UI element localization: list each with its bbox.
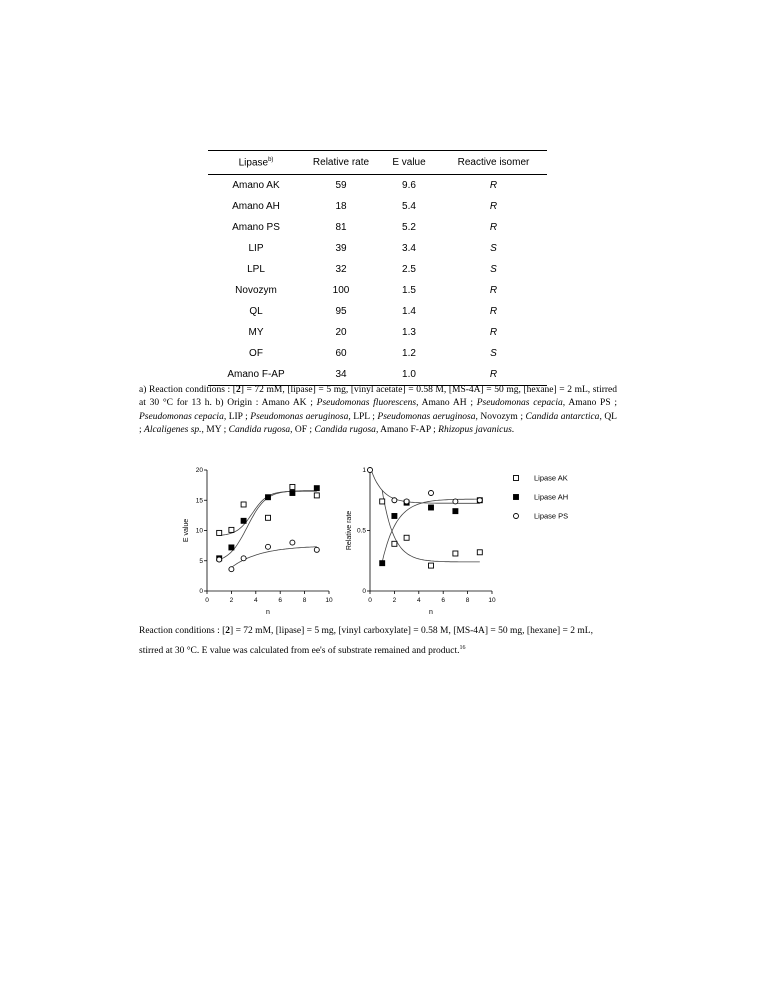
cell-reactive-isomer: S bbox=[490, 243, 497, 254]
data-point bbox=[477, 498, 482, 503]
cell-e-value: 1.2 bbox=[402, 348, 416, 359]
data-point bbox=[392, 541, 397, 546]
x-tick-label: 2 bbox=[229, 597, 234, 604]
footnote-organism: Alcaligenes sp. bbox=[144, 425, 202, 436]
table-row bbox=[208, 238, 547, 259]
footnote-organism: Pseudomonas aeruginosa bbox=[250, 411, 349, 422]
data-point bbox=[266, 495, 271, 500]
footnote-organism: Candida rugosa bbox=[228, 425, 291, 436]
data-point bbox=[429, 563, 434, 568]
data-point bbox=[229, 567, 234, 572]
data-point bbox=[453, 499, 458, 504]
data-point bbox=[241, 502, 246, 507]
legend-marker bbox=[514, 514, 519, 519]
footnote-text: , QL ; bbox=[139, 411, 617, 436]
footnote-organism: Pseudomonas cepacia bbox=[139, 411, 224, 422]
y-axis-title: Relative rate bbox=[346, 510, 353, 551]
x-tick-label: 10 bbox=[325, 597, 333, 604]
x-axis-title: n bbox=[429, 609, 433, 616]
footnote-text: , Amano AH ; bbox=[416, 398, 477, 409]
data-point bbox=[453, 509, 458, 514]
data-point bbox=[392, 513, 397, 518]
data-point bbox=[290, 490, 295, 495]
cell-lipase: Amano AK bbox=[232, 180, 280, 191]
y-tick-label: 15 bbox=[195, 497, 203, 505]
x-axis-title: n bbox=[266, 609, 270, 616]
cell-relative-rate: 59 bbox=[335, 180, 347, 191]
y-tick-label: 20 bbox=[195, 467, 203, 475]
cell-relative-rate: 60 bbox=[335, 348, 347, 359]
header-e-value: E value bbox=[378, 151, 440, 175]
cell-reactive-isomer: R bbox=[489, 285, 498, 296]
cell-lipase: Amano AH bbox=[232, 201, 280, 212]
cell-e-value: 1.0 bbox=[378, 364, 440, 386]
header-relative-rate: Relative rate bbox=[304, 151, 378, 175]
y-tick-label: 10 bbox=[195, 527, 203, 535]
cell-e-value: 5.4 bbox=[402, 201, 416, 212]
cell-relative-rate: 81 bbox=[335, 222, 347, 233]
cell-e-value: 1.3 bbox=[402, 327, 416, 338]
legend-marker bbox=[514, 476, 519, 481]
data-point bbox=[290, 540, 295, 545]
footnote-text: ] = 72 mM, [lipase] = 5 mg, [vinyl acetate] = 0.58 M, [MS-4A] = 50 mg, [hexane] = 2 mL, stirred at 30 °C for 13 h. b) Origin : Amano AK ; bbox=[139, 385, 617, 409]
table-row bbox=[208, 301, 547, 322]
table-row bbox=[208, 343, 547, 364]
x-tick-label: 2 bbox=[392, 597, 397, 604]
cell-lipase: MY bbox=[248, 327, 264, 338]
data-point bbox=[314, 486, 319, 491]
header-reactive-isomer: Reactive isomer bbox=[440, 151, 547, 175]
caption-text: Reaction conditions : [ bbox=[139, 626, 226, 636]
header-lipase bbox=[208, 151, 304, 175]
header-lipase-label: Lipase bbox=[238, 157, 269, 169]
x-tick-label: 0 bbox=[205, 597, 209, 604]
cell-relative-rate: 39 bbox=[335, 243, 347, 254]
footnote-organism: Candida rugosa bbox=[314, 425, 376, 436]
figure-charts bbox=[170, 464, 610, 624]
legend-label: Lipase AH bbox=[534, 492, 569, 502]
y-tick-label: 0 bbox=[362, 588, 366, 596]
footnote-text: , OF ; bbox=[290, 425, 315, 436]
x-tick-label: 4 bbox=[416, 597, 421, 604]
cell-reactive-isomer: R bbox=[489, 306, 498, 317]
cell-e-value: 1.4 bbox=[402, 306, 416, 317]
footnote-text: . bbox=[511, 425, 515, 436]
footnote-text: , LPL ; bbox=[348, 411, 378, 422]
table-row bbox=[208, 259, 547, 280]
footnote-text: , Amano F-AP ; bbox=[375, 425, 439, 436]
data-point bbox=[477, 550, 482, 555]
charts-svg bbox=[170, 464, 610, 624]
fit-curve bbox=[371, 470, 480, 503]
data-point bbox=[404, 535, 409, 540]
table-header-row bbox=[208, 151, 547, 175]
data-point bbox=[266, 544, 271, 549]
cell-reactive-isomer: R bbox=[489, 327, 498, 338]
data-point bbox=[380, 561, 385, 566]
y-tick-label: 5 bbox=[199, 557, 203, 565]
data-point bbox=[241, 556, 246, 561]
x-tick-label: 6 bbox=[278, 597, 283, 604]
caption-reference: 16 bbox=[459, 645, 466, 651]
footnote-text: a) Reaction conditions : [ bbox=[139, 385, 236, 395]
data-point bbox=[217, 557, 222, 562]
y-tick-label: 1 bbox=[362, 467, 366, 475]
cell-relative-rate: 95 bbox=[335, 306, 347, 317]
cell-lipase: OF bbox=[249, 348, 263, 359]
data-point bbox=[429, 490, 434, 495]
y-tick-label: 0 bbox=[199, 588, 203, 596]
legend-marker bbox=[514, 495, 519, 500]
table-row bbox=[208, 175, 547, 197]
cell-e-value: 5.2 bbox=[402, 222, 416, 233]
cell-reactive-isomer: R bbox=[489, 180, 498, 191]
data-point bbox=[429, 505, 434, 510]
cell-lipase: QL bbox=[249, 306, 263, 317]
table-row bbox=[208, 217, 547, 238]
data-point bbox=[314, 547, 319, 552]
table-row bbox=[208, 280, 547, 301]
cell-lipase: LPL bbox=[247, 264, 265, 275]
cell-e-value: 3.4 bbox=[402, 243, 416, 254]
cell-reactive-isomer: S bbox=[490, 264, 497, 275]
cell-lipase: Amano PS bbox=[232, 222, 280, 233]
cell-lipase: Novozym bbox=[235, 285, 277, 296]
footnote-text: , Amano PS ; bbox=[562, 398, 617, 409]
legend-label: Lipase PS bbox=[534, 511, 569, 521]
x-tick-label: 4 bbox=[253, 597, 258, 604]
table-footnote bbox=[139, 384, 617, 438]
data-point bbox=[453, 551, 458, 556]
x-tick-label: 8 bbox=[465, 597, 470, 604]
data-point bbox=[229, 545, 234, 550]
cell-relative-rate: 100 bbox=[332, 285, 350, 296]
cell-reactive-isomer: R bbox=[489, 201, 498, 212]
data-point bbox=[229, 527, 234, 532]
x-tick-label: 10 bbox=[488, 597, 496, 604]
footnote-organism: Rhizopus javanicus bbox=[438, 425, 512, 436]
cell-reactive-isomer: S bbox=[490, 348, 497, 359]
x-tick-label: 8 bbox=[302, 597, 307, 604]
footnote-text: , Novozym ; bbox=[475, 411, 526, 422]
legend-label: Lipase AK bbox=[534, 473, 568, 483]
cell-e-value: 2.5 bbox=[402, 264, 416, 275]
cell-reactive-isomer: R bbox=[440, 364, 547, 386]
cell-lipase: Amano F-AP bbox=[208, 364, 304, 386]
y-tick-label: 0.5 bbox=[356, 527, 366, 535]
data-point bbox=[392, 498, 397, 503]
cell-relative-rate: 32 bbox=[335, 264, 347, 275]
footnote-text: , MY ; bbox=[201, 425, 229, 436]
cell-e-value: 9.6 bbox=[402, 180, 416, 191]
figure-caption bbox=[139, 623, 617, 660]
cell-relative-rate: 20 bbox=[335, 327, 347, 338]
header-lipase-note: b) bbox=[268, 156, 274, 163]
cell-reactive-isomer: R bbox=[489, 222, 498, 233]
y-axis-title: E value bbox=[183, 518, 190, 543]
caption-compound: 2 bbox=[225, 626, 231, 636]
table-row bbox=[208, 322, 547, 343]
footnote-organism: Pseudomonas aeruginosa bbox=[377, 411, 476, 422]
data-point bbox=[241, 518, 246, 523]
data-point bbox=[314, 493, 319, 498]
footnote-organism: Pseudomonas fluorescens bbox=[316, 398, 417, 409]
data-point bbox=[404, 499, 409, 504]
footnote-organism: Pseudomonas cepacia bbox=[476, 398, 563, 409]
cell-relative-rate: 34 bbox=[304, 364, 378, 386]
footnote-compound: 2 bbox=[235, 385, 241, 395]
table-row bbox=[208, 196, 547, 217]
caption-text: ] = 72 mM, [lipase] = 5 mg, [vinyl carboxylate] = 0.58 M, [MS-4A] = 50 mg, [hexane] = 2 mL, stirred at 30 °C. E value was calculated from ee's of substrate remained and product. bbox=[139, 626, 593, 657]
data-point bbox=[290, 484, 295, 489]
data-point bbox=[217, 530, 222, 535]
table-row bbox=[208, 364, 547, 386]
data-point bbox=[380, 499, 385, 504]
x-tick-label: 6 bbox=[441, 597, 446, 604]
data-point bbox=[266, 515, 271, 520]
x-tick-label: 0 bbox=[368, 597, 372, 604]
data-point bbox=[368, 468, 373, 473]
cell-relative-rate: 18 bbox=[335, 201, 347, 212]
footnote-text: , LIP ; bbox=[223, 411, 251, 422]
cell-lipase: LIP bbox=[248, 243, 264, 254]
lipase-table bbox=[208, 150, 547, 386]
cell-e-value: 1.5 bbox=[402, 285, 416, 296]
footnote-organism: Candida antarctica bbox=[525, 411, 600, 422]
